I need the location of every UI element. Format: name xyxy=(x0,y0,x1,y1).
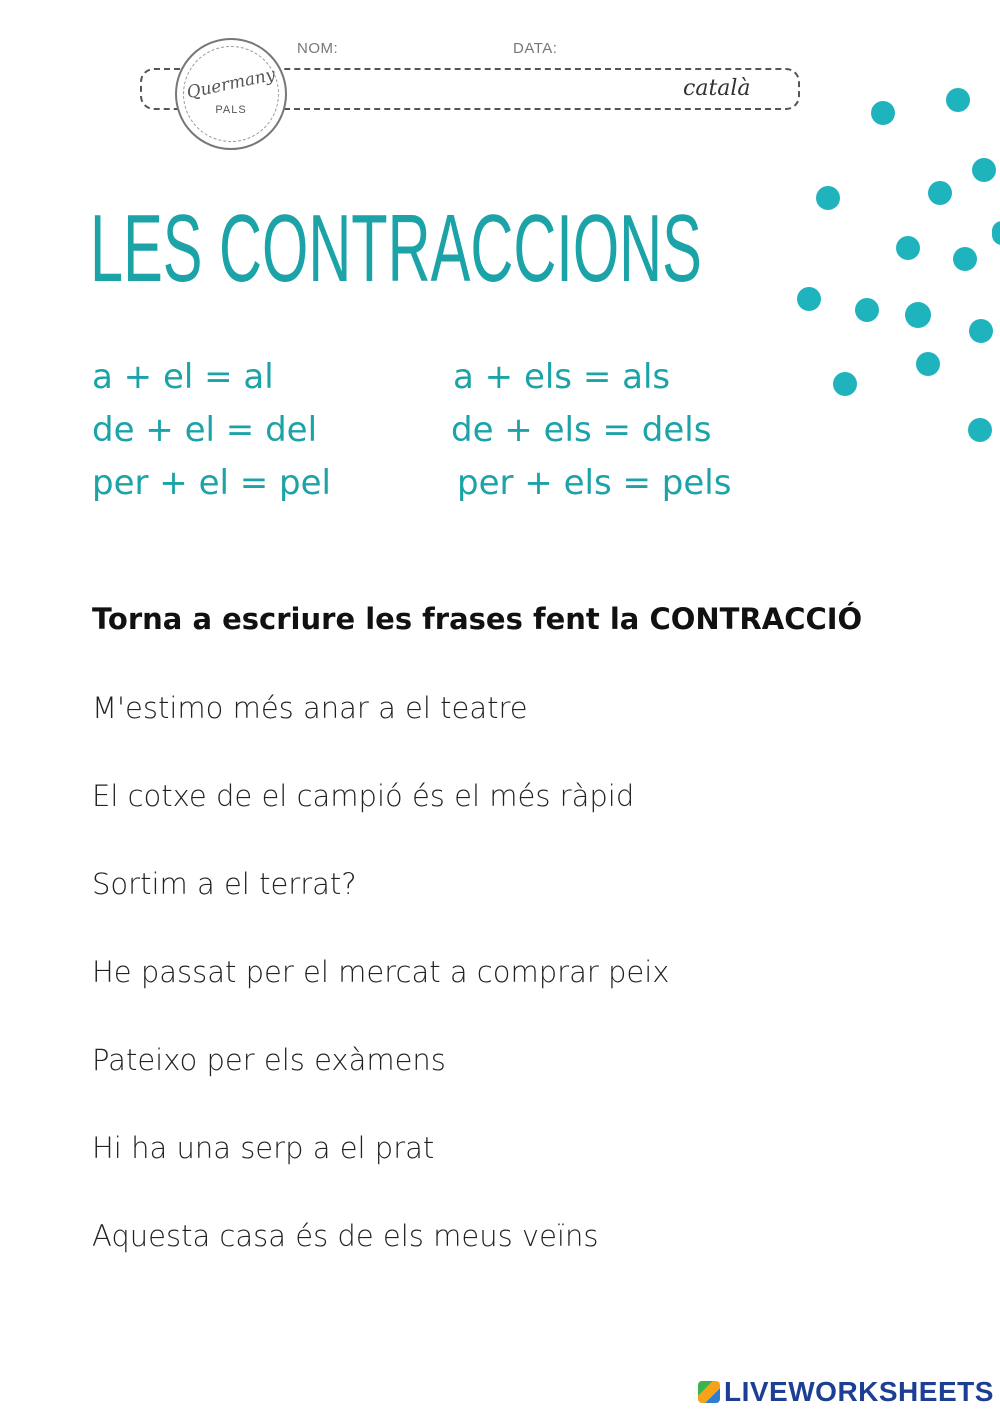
decor-dot xyxy=(797,287,821,311)
sentence-6: Hi ha una serp a el prat xyxy=(92,1131,435,1165)
date-label: DATA: xyxy=(513,40,558,57)
decor-dot xyxy=(896,236,920,260)
rule-de-els: de + els = dels xyxy=(451,410,712,450)
rule-per-el: per + el = pel xyxy=(92,463,331,503)
sentence-2: El cotxe de el campió és el més ràpid xyxy=(92,779,635,813)
decor-dot xyxy=(816,186,840,210)
footer-brand-text: LIVEWORKSHEETS xyxy=(724,1376,994,1407)
logo-place: PALS xyxy=(215,104,247,116)
footer-brand xyxy=(698,1375,994,1409)
decor-dot xyxy=(968,418,992,442)
decor-dot xyxy=(916,352,940,376)
decor-dot xyxy=(928,181,952,205)
sentence-3: Sortim a el terrat? xyxy=(92,867,357,901)
sentence-5: Pateixo per els exàmens xyxy=(92,1043,446,1077)
subject-label: català xyxy=(683,76,751,101)
rule-per-els: per + els = pels xyxy=(457,463,732,503)
decor-dot xyxy=(969,319,993,343)
decor-dot xyxy=(972,158,996,182)
sentence-1: M'estimo més anar a el teatre xyxy=(92,691,528,725)
rule-a-el: a + el = al xyxy=(92,357,274,397)
decor-dot xyxy=(946,88,970,112)
decor-dot xyxy=(855,298,879,322)
rule-de-el: de + el = del xyxy=(92,410,318,450)
decor-dot xyxy=(992,221,1000,245)
sentence-4: He passat per el mercat a comprar peix xyxy=(92,955,670,989)
decor-dot xyxy=(833,372,857,396)
page-title: LES CONTRACCIONS xyxy=(90,195,702,302)
liveworksheets-logo-icon xyxy=(698,1381,720,1403)
sentence-7: Aquesta casa és de els meus veïns xyxy=(92,1219,599,1253)
instruction: Torna a escriure les frases fent la CONTRACCIÓ xyxy=(92,602,863,636)
rule-a-els: a + els = als xyxy=(453,357,671,397)
decor-dot xyxy=(953,247,977,271)
school-logo xyxy=(175,38,287,150)
name-label: NOM: xyxy=(297,40,339,57)
decor-dot xyxy=(871,101,895,125)
logo-name: Quermany xyxy=(184,64,278,104)
decor-dot xyxy=(905,302,931,328)
